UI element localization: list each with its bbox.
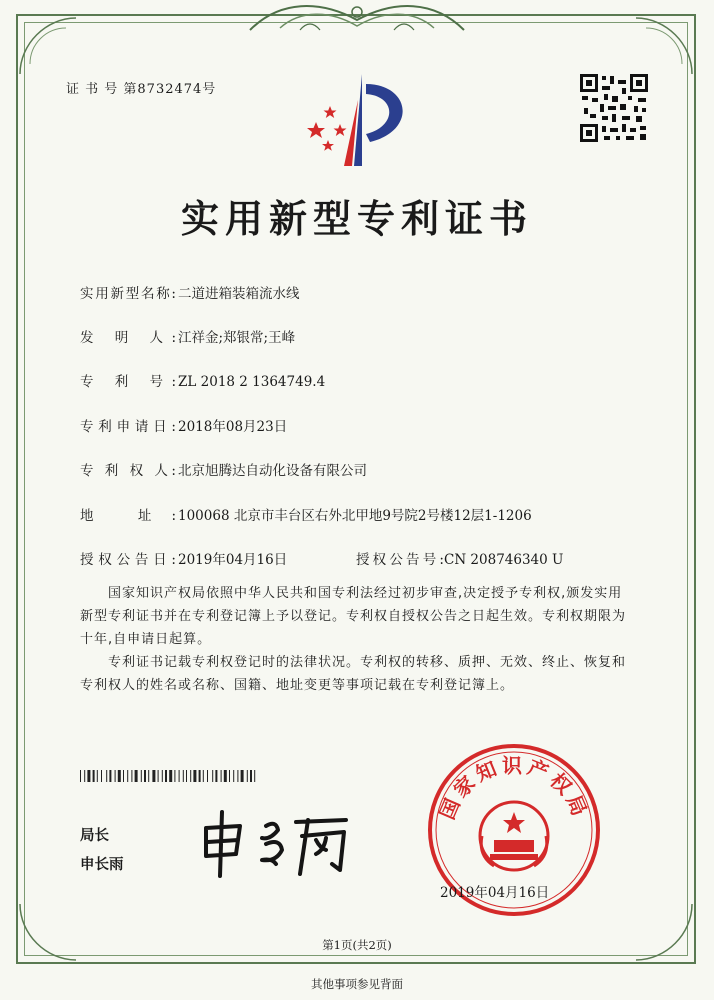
field-label: 授权公告号: [356, 552, 444, 568]
field-filing-date [80, 415, 287, 435]
field-grant-number [356, 548, 563, 568]
field-value: CN 208746340 U [444, 552, 564, 568]
svg-text:国家知识产权局: 国家知识产权局 [434, 753, 594, 823]
certificate-paragraph: 专利证书记载专利权登记时的法律状况。专利权的转移、质押、无效、终止、恢复和专利权人的姓名或名称、国籍、地址变更等事项记载在专利登记簿上。 [80, 655, 627, 693]
seal-date: 2019年04月16日 [440, 885, 550, 901]
field-value: 2018年08月23日 [178, 419, 288, 435]
field-value: ZL 2018 2 1364749.4 [178, 374, 326, 390]
field-label: 地 址: [80, 508, 176, 524]
top-ornament-icon [240, 0, 474, 36]
barcode-icon [80, 770, 256, 782]
field-grant-date [80, 548, 287, 568]
patent-office-logo-icon [300, 70, 420, 170]
field-label: 授权公告日: [80, 552, 176, 568]
field-label: 发 明 人: [80, 330, 176, 346]
field-utility-model-name [80, 282, 300, 302]
qr-code-icon [578, 72, 650, 144]
field-patentee [80, 459, 367, 479]
certificate-paragraph: 国家知识产权局依照中华人民共和国专利法经过初步审查,决定授予专利权,颁发实用新型专利证书并在专利登记簿上予以登记。专利权自授权公告之日起生效。专利权期限为十年,自申请日起算。 [80, 586, 627, 647]
certificate-number: 证 书 号 第8732474号 [66, 82, 217, 97]
field-value: 100068 北京市丰台区右外北甲地9号院2号楼12层1-1206 [178, 508, 532, 524]
field-value: 江祥金;郑银常;王峰 [178, 330, 296, 346]
field-inventor [80, 326, 295, 346]
page-number: 第1页(共2页) [322, 938, 392, 952]
field-value: 北京旭腾达自动化设备有限公司 [178, 463, 367, 479]
field-label: 实用新型名称: [80, 286, 176, 302]
signatory-role: 局长 [80, 828, 109, 844]
corner-ornament-icon [16, 14, 86, 84]
field-address [80, 504, 532, 524]
field-patent-number [80, 370, 325, 390]
handwritten-signature-icon [196, 804, 366, 884]
field-label: 专 利 权 人: [80, 463, 176, 479]
page-title: 实用新型专利证书 [180, 197, 533, 241]
corner-ornament-icon [626, 894, 696, 964]
field-value: 二道进箱装箱流水线 [178, 286, 300, 302]
field-label: 专 利 号: [80, 374, 176, 390]
field-label: 专利申请日: [80, 419, 176, 435]
signatory-name: 申长雨 [80, 857, 124, 873]
field-value: 2019年04月16日 [178, 552, 288, 568]
footnote: 其他事项参见背面 [311, 977, 403, 991]
corner-ornament-icon [16, 894, 86, 964]
